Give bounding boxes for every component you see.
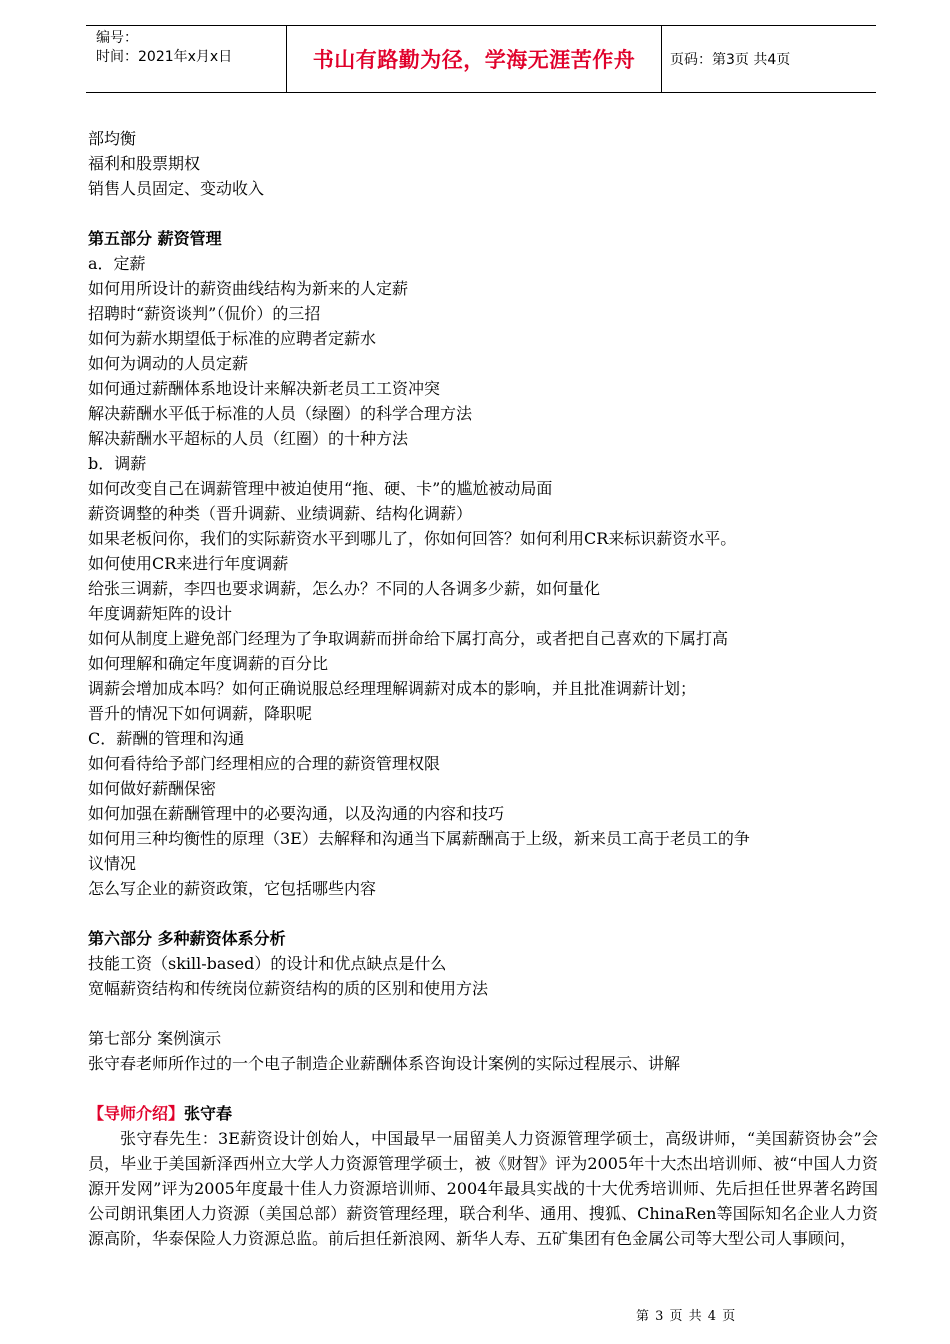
text-line: 如何从制度上避免部门经理为了争取调薪而拼命给下属打高分，或者把自己喜欢的下属打高 bbox=[88, 629, 729, 648]
section-heading-part6: 第六部分 多种薪资体系分析 bbox=[88, 929, 286, 948]
text-line: b．调薪 bbox=[88, 454, 147, 473]
mentor-tag: 【导师介绍】 bbox=[88, 1104, 185, 1123]
mentor-bio: 张守春先生：3E薪资设计创始人，中国最早一届留美人力资源管理学硕士，高级讲师，“美国薪资协会”会员，毕业于美国新泽西州立大学人力资源管理学硕士，被《财智》评为2005年十大杰出培训师、被“中国人力资源开发网”评为2005年度最十佳人力资源培训师、2004年最具实战的十大优秀培训师、先后担任世界著名跨国公司朗讯集团人力资源（美国总部）薪资管理经理，联合利华、通用、搜狐、ChinaRen等国际知名企业人力资源高阶，华泰保险人力资源总监。前后担任新浪网、新华人寿、五矿集团有色金属公司等大型公司人事顾问， bbox=[88, 1129, 878, 1248]
page-header bbox=[86, 25, 876, 93]
page-footer: 第 3 页 共 4 页 bbox=[636, 1309, 737, 1324]
text-line: 如何做好薪酬保密 bbox=[88, 779, 217, 798]
mentor-heading bbox=[88, 1101, 888, 1126]
text-line: 如何为调动的人员定薪 bbox=[88, 354, 249, 373]
text-line: 年度调薪矩阵的设计 bbox=[88, 604, 233, 623]
text-line: 如何用所设计的薪资曲线结构为新来的人定薪 bbox=[88, 279, 409, 298]
text-line: 如果老板问你，我们的实际薪资水平到哪儿了，你如何回答？如何利用CR来标识薪资水平。 bbox=[88, 529, 737, 548]
text-line: 如何看待给予部门经理相应的合理的薪资管理权限 bbox=[88, 754, 441, 773]
header-meta bbox=[86, 26, 286, 92]
header-number-label: 编号： bbox=[96, 30, 138, 46]
text-line: 怎么写企业的薪资政策，它包括哪些内容 bbox=[88, 879, 377, 898]
text-line: 晋升的情况下如何调薪，降职呢 bbox=[88, 704, 313, 723]
header-page-label: 页码：第3页 共4页 bbox=[670, 52, 791, 68]
text-line: 张守春老师所作过的一个电子制造企业薪酬体系咨询设计案例的实际过程展示、讲解 bbox=[88, 1054, 681, 1073]
text-line: 如何理解和确定年度调薪的百分比 bbox=[88, 654, 329, 673]
mentor-name: 张守春 bbox=[184, 1104, 233, 1123]
text-line: 如何加强在薪酬管理中的必要沟通，以及沟通的内容和技巧 bbox=[88, 804, 505, 823]
header-motto: 书山有路勤为径，学海无涯苦作舟 bbox=[286, 26, 662, 92]
text-line: 如何使用CR来进行年度调薪 bbox=[88, 554, 289, 573]
text-line: 给张三调薪，李四也要求调薪，怎么办？不同的人各调多少薪，如何量化 bbox=[88, 579, 601, 598]
document-body bbox=[88, 126, 888, 1251]
text-line: 解决薪酬水平低于标准的人员（绿圈）的科学合理方法 bbox=[88, 404, 473, 423]
section-heading-part5: 第五部分 薪资管理 bbox=[88, 229, 222, 248]
text-line: a．定薪 bbox=[88, 254, 146, 273]
text-line: C．薪酬的管理和沟通 bbox=[88, 729, 245, 748]
text-line: 如何为薪水期望低于标准的应聘者定薪水 bbox=[88, 329, 377, 348]
text-line: 如何用三种均衡性的原理（3E）去解释和沟通当下属薪酬高于上级，新来员工高于老员工的争 bbox=[88, 829, 750, 848]
text-line: 如何通过薪酬体系地设计来解决新老员工工资冲突 bbox=[88, 379, 441, 398]
text-line: 技能工资（skill-based）的设计和优点缺点是什么 bbox=[88, 954, 447, 973]
text-line: 销售人员固定、变动收入 bbox=[88, 179, 265, 198]
text-line: 调薪会增加成本吗？如何正确说服总经理理解调薪对成本的影响，并且批准调薪计划； bbox=[88, 679, 697, 698]
text-line: 解决薪酬水平超标的人员（红圈）的十种方法 bbox=[88, 429, 409, 448]
text-line: 议情况 bbox=[88, 854, 137, 873]
text-line: 招聘时“薪资谈判”（侃价）的三招 bbox=[88, 304, 321, 323]
section-heading-part7: 第七部分 案例演示 bbox=[88, 1029, 222, 1048]
text-line: 薪资调整的种类（晋升调薪、业绩调薪、结构化调薪） bbox=[88, 504, 473, 523]
text-line: 部均衡 bbox=[88, 129, 137, 148]
header-time-label: 时间：2021年x月x日 bbox=[96, 49, 233, 65]
text-line: 宽幅薪资结构和传统岗位薪资结构的质的区别和使用方法 bbox=[88, 979, 489, 998]
text-line: 福利和股票期权 bbox=[88, 154, 201, 173]
text-line: 如何改变自己在调薪管理中被迫使用“拖、硬、卡”的尴尬被动局面 bbox=[88, 479, 553, 498]
